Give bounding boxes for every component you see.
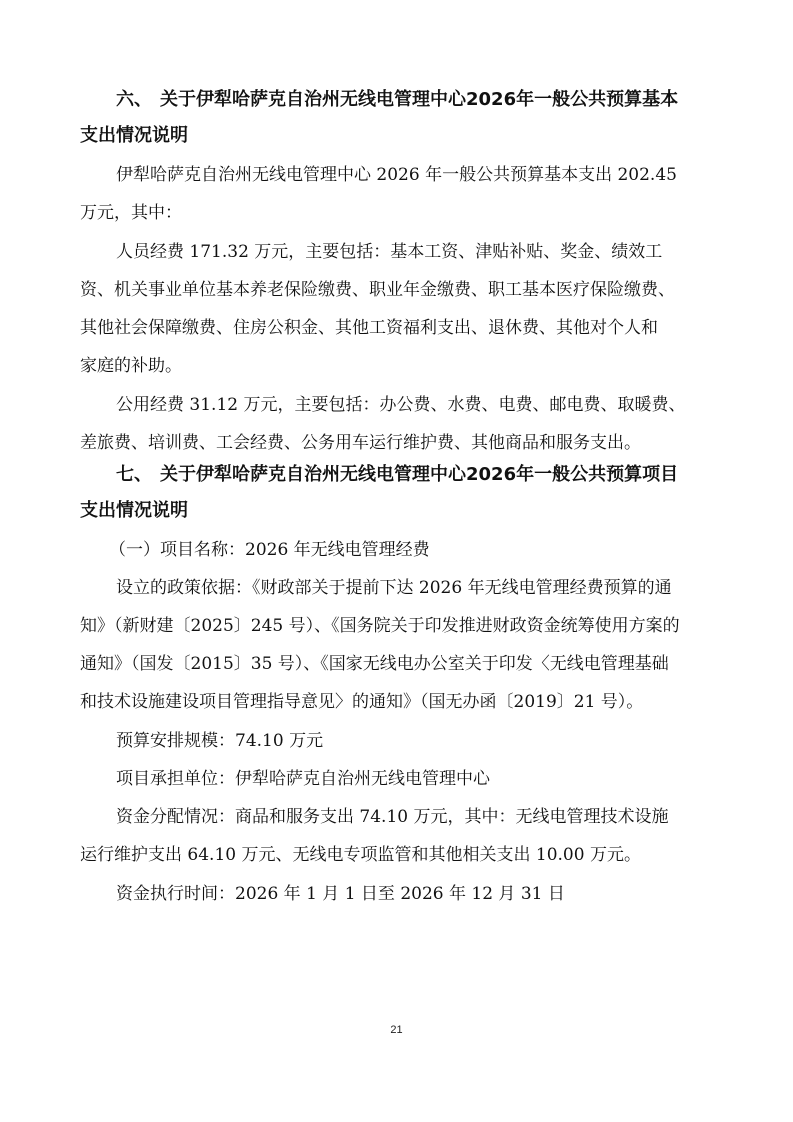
paragraph-line [0, 644, 793, 684]
execution-time: 资金执行时间：2026 年 1 月 1 日至 2026 年 12 月 31 日 [116, 884, 565, 904]
policy-basis-text: 设立的政策依据：《财政部关于提前下达 2026 年无线电管理经费预算的通 [116, 578, 672, 598]
paragraph-line [0, 530, 793, 570]
public-expense-text-cont: 差旅费、培训费、工会经费、公务用车运行维护费、其他商品和服务支出。 [80, 433, 641, 453]
paragraph-line [0, 308, 793, 348]
paragraph-line [0, 759, 793, 799]
section-6-title-text2: 支出情况说明 [80, 125, 188, 146]
section-7-heading [0, 455, 793, 495]
policy-basis-text-cont: 通知》（国发〔2015〕35 号）、《国家无线电办公室关于印发〈无线电管理基础 [80, 654, 669, 674]
paragraph-line [0, 797, 793, 837]
fund-allocation-text-cont: 运行维护支出 64.10 万元、无线电专项监管和其他相关支出 10.00 万元。 [80, 845, 641, 865]
undertaking-unit: 项目承担单位：伊犁哈萨克自治州无线电管理中心 [116, 769, 490, 789]
section-6-title-line1: 关于伊犁哈萨克自治州无线电管理中心2026年一般公共预算基本 [160, 89, 679, 110]
section-6-title-line2 [0, 116, 793, 156]
paragraph-line [0, 874, 793, 914]
paragraph-line [0, 270, 793, 310]
paragraph-line [0, 568, 793, 608]
personnel-expense-text-cont: 家庭的补助。 [80, 356, 182, 376]
personnel-expense-text-cont: 资、机关事业单位基本养老保险缴费、职业年金缴费、职工基本医疗保险缴费、 [80, 280, 675, 300]
section-7-title-line2 [0, 491, 793, 531]
basic-expenditure-text: 伊犁哈萨克自治州无线电管理中心 2026 年一般公共预算基本支出 202.45 [116, 165, 677, 185]
section-7-number: 七、 [116, 464, 152, 485]
paragraph-line [0, 193, 793, 233]
paragraph-line [0, 835, 793, 875]
personnel-expense-text: 人员经费 171.32 万元，主要包括：基本工资、津贴补贴、奖金、绩效工 [116, 242, 663, 262]
paragraph-line [0, 682, 793, 722]
section-7-title-text2: 支出情况说明 [80, 500, 188, 521]
policy-basis-text-cont: 和技术设施建设项目管理指导意见〉的通知》（国无办函〔2019〕21 号）。 [80, 692, 644, 712]
budget-scale: 预算安排规模：74.10 万元 [116, 731, 324, 751]
paragraph-line [0, 606, 793, 646]
policy-basis-text-cont: 知》（新财建〔2025〕245 号）、《国务院关于印发推进财政资金统筹使用方案的 [80, 616, 680, 636]
section-7-title-line1: 关于伊犁哈萨克自治州无线电管理中心2026年一般公共预算项目 [160, 464, 679, 485]
personnel-expense-text-cont: 其他社会保障缴费、住房公积金、其他工资福利支出、退休费、其他对个人和 [80, 318, 658, 338]
paragraph-line [0, 346, 793, 386]
paragraph-line [0, 155, 793, 195]
paragraph-line [0, 232, 793, 272]
section-6-number: 六、 [116, 89, 152, 110]
public-expense-text: 公用经费 31.12 万元，主要包括：办公费、水费、电费、邮电费、取暖费、 [116, 395, 686, 415]
fund-allocation-text: 资金分配情况：商品和服务支出 74.10 万元，其中：无线电管理技术设施 [116, 807, 669, 827]
section-6-heading [0, 80, 793, 120]
basic-expenditure-text-cont: 万元，其中： [80, 203, 182, 223]
page-number: 21 [390, 1024, 403, 1036]
paragraph-line [0, 385, 793, 425]
paragraph-line [0, 721, 793, 761]
project-name: （一）项目名称：2026 年无线电管理经费 [109, 540, 430, 560]
